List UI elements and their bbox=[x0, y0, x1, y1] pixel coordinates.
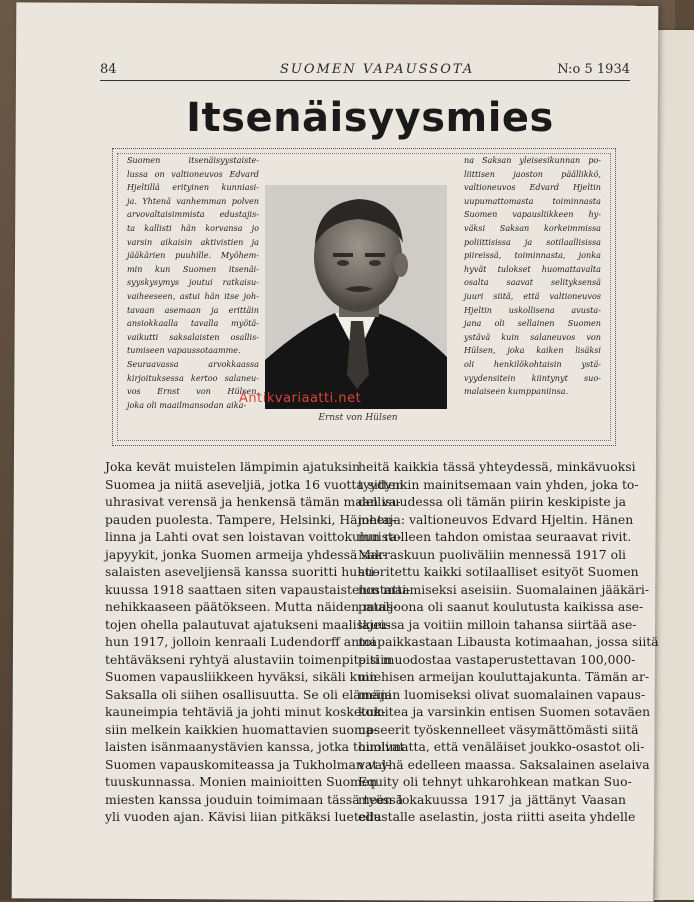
text-line: siin melkein kaikkien huomattavien suoma- bbox=[105, 721, 378, 737]
text-line: vos Ernst von Hülsen, bbox=[127, 386, 259, 397]
text-line: arvovaltaisimmista edustajis- bbox=[127, 209, 259, 220]
text-line: malaiseen kumppaniinsa. bbox=[464, 386, 569, 397]
text-line: oli henkilökohtaisin ystä- bbox=[464, 358, 601, 369]
text-line: meijan luomiseksi olivat suomalainen vapaus- bbox=[358, 686, 646, 702]
text-line: jana oli sellainen Suomen bbox=[464, 318, 601, 329]
text-line: min kun Suomen itsenäi- bbox=[127, 263, 259, 274]
text-line: varsin aikaisin aktivistien ja bbox=[127, 236, 259, 247]
text-line: yli vuoden ajan. Kävisi liian pitkäksi luetella bbox=[105, 809, 382, 824]
text-line: vyydensitein kiintynyt suo- bbox=[464, 372, 601, 383]
text-line: lussa on valtioneuvos Edvard bbox=[127, 168, 259, 179]
text-line: nostattamiseksi aseisiin. Suomalainen jääkäri- bbox=[358, 581, 650, 597]
text-line: kirjoituksessa kertoo salaneu- bbox=[127, 372, 259, 383]
text-line: nehikkaaseen päätökseen. Mutta näiden muis- bbox=[105, 599, 398, 614]
text-line: tuuskunnassa. Monien mainioitten Suomen bbox=[105, 774, 378, 789]
text-line: uhrasivat verensä ja henkensä tämän maan va- bbox=[105, 494, 401, 509]
text-line: heitä kaikkia tässä yhteydessä, minkävuoksi bbox=[358, 459, 636, 474]
text-line: kuussa 1918 saattaen siten vapaustaistelun mai- bbox=[105, 581, 411, 597]
text-line: vaiheeseen, astui hän itse joh- bbox=[127, 290, 259, 301]
body-left-column bbox=[105, 458, 411, 826]
photo-caption: Ernst von Hülsen bbox=[318, 413, 398, 423]
text-line: valtioneuvos Edvard Hjeltin bbox=[464, 182, 601, 193]
text-line: liittisen jaoston päällikkö, bbox=[464, 168, 601, 179]
text-line: vaikutti saksalaisten osallis- bbox=[127, 331, 259, 342]
text-line: poliittisissa ja sotilaallisissa bbox=[464, 236, 601, 247]
text-line: huolimatta, että venäläiset joukko-osastot oli- bbox=[358, 739, 645, 754]
article-title: Itsenäisyysmies bbox=[186, 95, 554, 141]
text-line: pataljoona oli saanut koulutusta kaikissa ase- bbox=[358, 599, 644, 614]
text-line: na Saksan yleisesikunnan po- bbox=[464, 155, 601, 165]
text-line: hun 1917, jolloin kenraali Ludendorff antoi bbox=[105, 634, 376, 649]
text-line: lajeissa ja voitiin milloin tahansa siirtää ase- bbox=[358, 616, 637, 632]
issue-number: N:o 5 1934 bbox=[557, 62, 630, 77]
text-line: johtaja: valtioneuvos Edvard Hjeltin. Hänen bbox=[358, 511, 634, 527]
header-rule bbox=[100, 80, 630, 81]
text-line: tumiseen vapaussotaamme. bbox=[127, 345, 241, 356]
text-line: tehtäväkseni ryhtyä alustaviin toimenpiteisiin bbox=[105, 651, 393, 667]
text-line: ja. Yhtenä vanhemman polven bbox=[127, 195, 259, 206]
text-line: japyykit, jonka Suomen armeija yhdessä sak- bbox=[105, 546, 387, 562]
page-header bbox=[100, 62, 630, 82]
text-line: Hjeltillä erityinen kunniasi- bbox=[127, 182, 259, 193]
text-line: suoritettu kaikki sotilaalliset esityöt Suomen bbox=[358, 564, 639, 579]
text-line: juuri siitä, että valtioneuvos bbox=[464, 290, 601, 301]
text-line: uupumattomasta toiminnasta bbox=[464, 195, 601, 206]
intro-right-column bbox=[464, 154, 601, 399]
text-line: ystävä kuin salaneuvos von bbox=[464, 331, 601, 342]
text-line: Suomen vapausliikkeen hyväksi, sikäli kuin bbox=[105, 669, 378, 684]
text-line: Suomen vapauskomiteassa ja Tukholman val- bbox=[105, 756, 391, 772]
text-line: miehisen armeijan kouluttajakunta. Tämän ar- bbox=[358, 669, 650, 684]
text-line: Hülsen, joka kaiken lisäksi bbox=[464, 345, 601, 356]
text-line: syyskysymys joutui ratkaisu- bbox=[127, 277, 259, 288]
text-line: Suomen itsenäisyystaiste- bbox=[127, 155, 259, 165]
text-line: hyvät tulokset huomattavalta bbox=[464, 263, 601, 274]
intro-left-column bbox=[127, 154, 259, 412]
text-line: tavaan asemaan ja erittäin bbox=[127, 304, 259, 315]
text-line: muistolleen tahdon omistaa seuraavat rivit. bbox=[358, 529, 632, 544]
text-line: kauneimpia tehtäviä ja johti minut kosketuk- bbox=[105, 704, 386, 719]
text-line: salaisten aseveljiensä kanssa suoritti huhti- bbox=[105, 564, 379, 579]
body-right-column bbox=[358, 458, 659, 826]
text-line: piireissä, toiminnasta, jonka bbox=[464, 250, 601, 261]
text-line: edustalle aselastin, josta riitti aseita yhdelle bbox=[358, 809, 636, 824]
portrait-image bbox=[265, 185, 447, 409]
text-line: upseerit työskennelleet väsymättömästi siitä bbox=[358, 721, 639, 737]
watermark: Antikvariaatti.net bbox=[239, 391, 362, 406]
text-line: Hjeltin uskollisena avusta- bbox=[464, 304, 601, 315]
text-line: laisten isänmaanystävien kanssa, jotka toimivat bbox=[105, 739, 405, 754]
text-line: komitea ja varsinkin entisen Suomen sotaväen bbox=[358, 704, 651, 719]
text-line: Marraskuun puoliväliin mennessä 1917 oli bbox=[358, 546, 626, 562]
text-line: vat yhä edelleen maassa. Saksalainen aselaiva bbox=[358, 756, 650, 772]
text-line: linna ja Lahti ovat sen loistavan voittokulun ra- bbox=[105, 529, 402, 544]
text-line: dellisuudessa oli tämän piirin keskipiste ja bbox=[358, 494, 626, 509]
text-line: Suomea ja niitä aseveljiä, jotka 16 vuotta sitten bbox=[105, 476, 404, 492]
text-line: tojen ohella palautuvat ajatukseni maaliskuu- bbox=[105, 616, 391, 632]
text-line: jääkärien puuhille. Myöhem- bbox=[127, 250, 259, 261]
text-line: miesten kanssa jouduin toimimaan tässä työssä bbox=[105, 791, 404, 807]
text-line: Equity oli tehnyt uhkarohkean matkan Suo- bbox=[358, 774, 632, 789]
text-line: tyydynkin mainitsemaan vain yhden, joka to- bbox=[358, 476, 639, 492]
magazine-title: SUOMEN VAPAUSSOTA bbox=[280, 62, 475, 77]
text-line: Seuraavassa arvokkaassa bbox=[127, 358, 259, 369]
text-line: väksi Saksan korkeimmissa bbox=[464, 222, 601, 233]
intro-box bbox=[112, 148, 616, 446]
text-line: meen lokakuussa 1917 ja jättänyt Vaasan bbox=[358, 791, 626, 807]
text-line: Joka kevät muistelen lämpimin ajatuksin bbox=[105, 459, 360, 474]
portrait-photo bbox=[265, 185, 447, 409]
text-line: piti muodostaa vastaperustettavan 100,000- bbox=[358, 651, 636, 667]
text-line: Saksalla oli siihen osallisuutta. Se oli elämäni bbox=[105, 686, 392, 702]
text-line: ta kallisti hän korvansa jo bbox=[127, 222, 259, 233]
text-line: mapaikkastaan Libausta kotimaahan, jossa siitä bbox=[358, 634, 659, 649]
text-line: pauden puolesta. Tampere, Helsinki, Hämeen- bbox=[105, 511, 397, 527]
text-line: osalta saavat selityksensä bbox=[464, 277, 601, 288]
page-number: 84 bbox=[100, 62, 117, 77]
text-line: Suomen vapausliikkeen hy- bbox=[464, 209, 601, 220]
text-line: ansiokkaalla tavalla myötä- bbox=[127, 318, 259, 329]
text-line: joka oli maailmansodan aika- bbox=[127, 399, 247, 410]
